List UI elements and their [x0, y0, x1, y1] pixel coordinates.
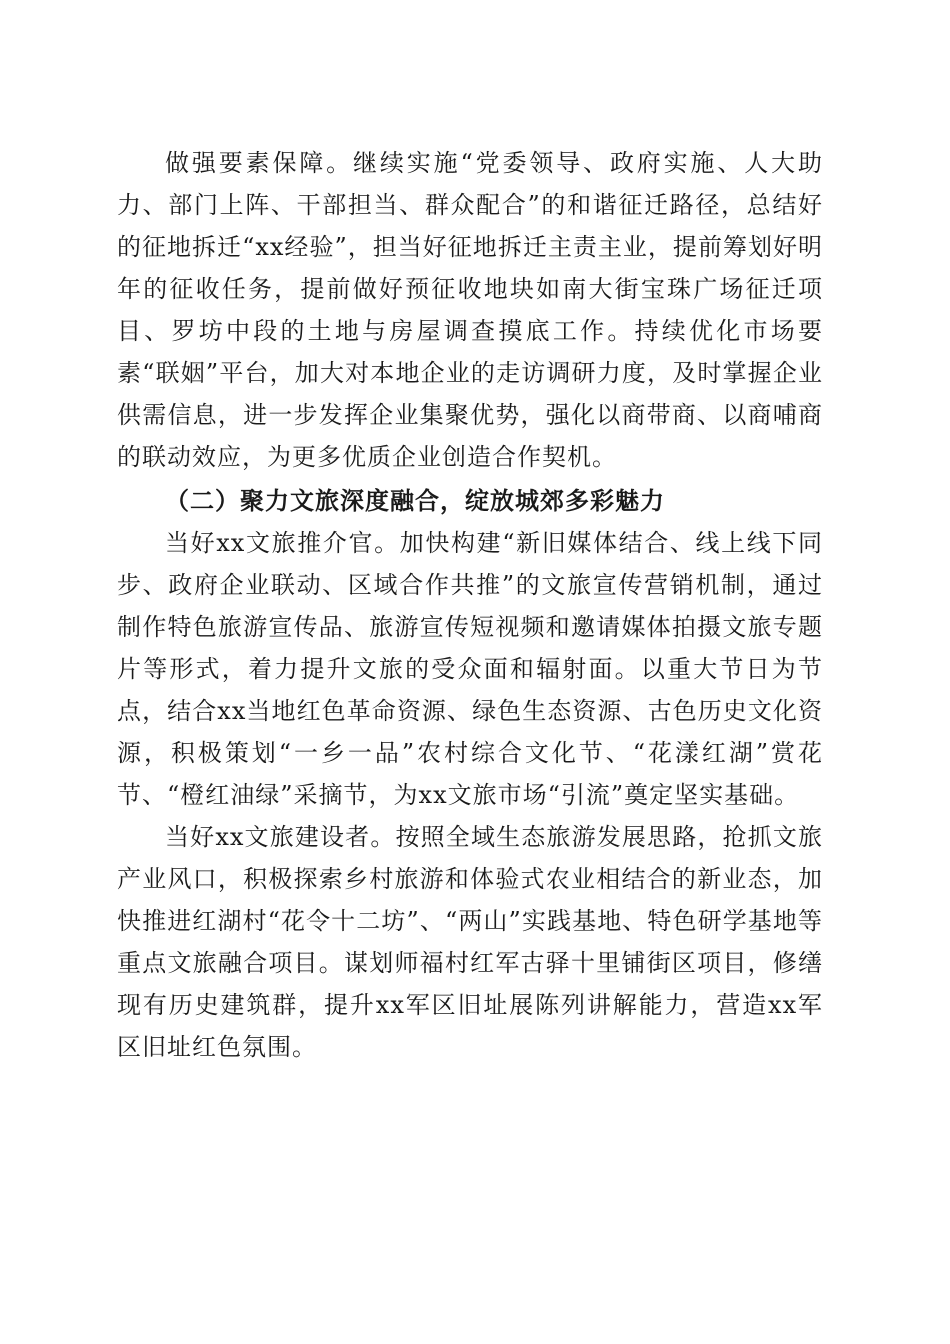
paragraph-tourism-promoter: 当好xx文旅推介官。加快构建“新旧媒体结合、线上线下同步、政府企业联动、区域合作共推”的文旅宣传营销机制，通过制作特色旅游宣传品、旅游宣传短视频和邀请媒体拍摄文旅专题片等形式，着力提升文旅的受众面和辐射面。以重大节日为节点，结合xx当地红色革命资源、绿色生态资源、古色历史文化资源，积极策划“一乡一品”农村综合文化节、“花漾红湖”赏花节、“橙红油绿”采摘节，为xx文旅市场“引流”奠定坚实基础。	[117, 529, 823, 809]
section-heading-culture-tourism: （二）聚力文旅深度融合，绽放城郊多彩魅力	[165, 486, 665, 515]
paragraph-tourism-builder: 当好xx文旅建设者。按照全域生态旅游发展思路，抢抓文旅产业风口，积极探索乡村旅游和体验式农业相结合的新业态，加快推进红湖村“花令十二坊”、“两山”实践基地、特色研学基地等重点文旅融合项目。谋划师福村红军古驿十里铺街区项目，修缮现有历史建筑群，提升xx军区旧址展陈列讲解能力，营造xx军区旧址红色氛围。	[117, 823, 823, 1061]
document-page	[117, 142, 823, 1068]
paragraph-factor-guarantee: 做强要素保障。继续实施“党委领导、政府实施、人大助力、部门上阵、干部担当、群众配合”的和谐征迁路径，总结好的征地拆迁“xx经验”，担当好征地拆迁主责主业，提前筹划好明年的征收任务，提前做好预征收地块如南大街宝珠广场征迁项目、罗坊中段的土地与房屋调查摸底工作。持续优化市场要素“联姻”平台，加大对本地企业的走访调研力度，及时掌握企业供需信息，进一步发挥企业集聚优势，强化以商带商、以商哺商的联动效应，为更多优质企业创造合作契机。	[117, 149, 823, 471]
